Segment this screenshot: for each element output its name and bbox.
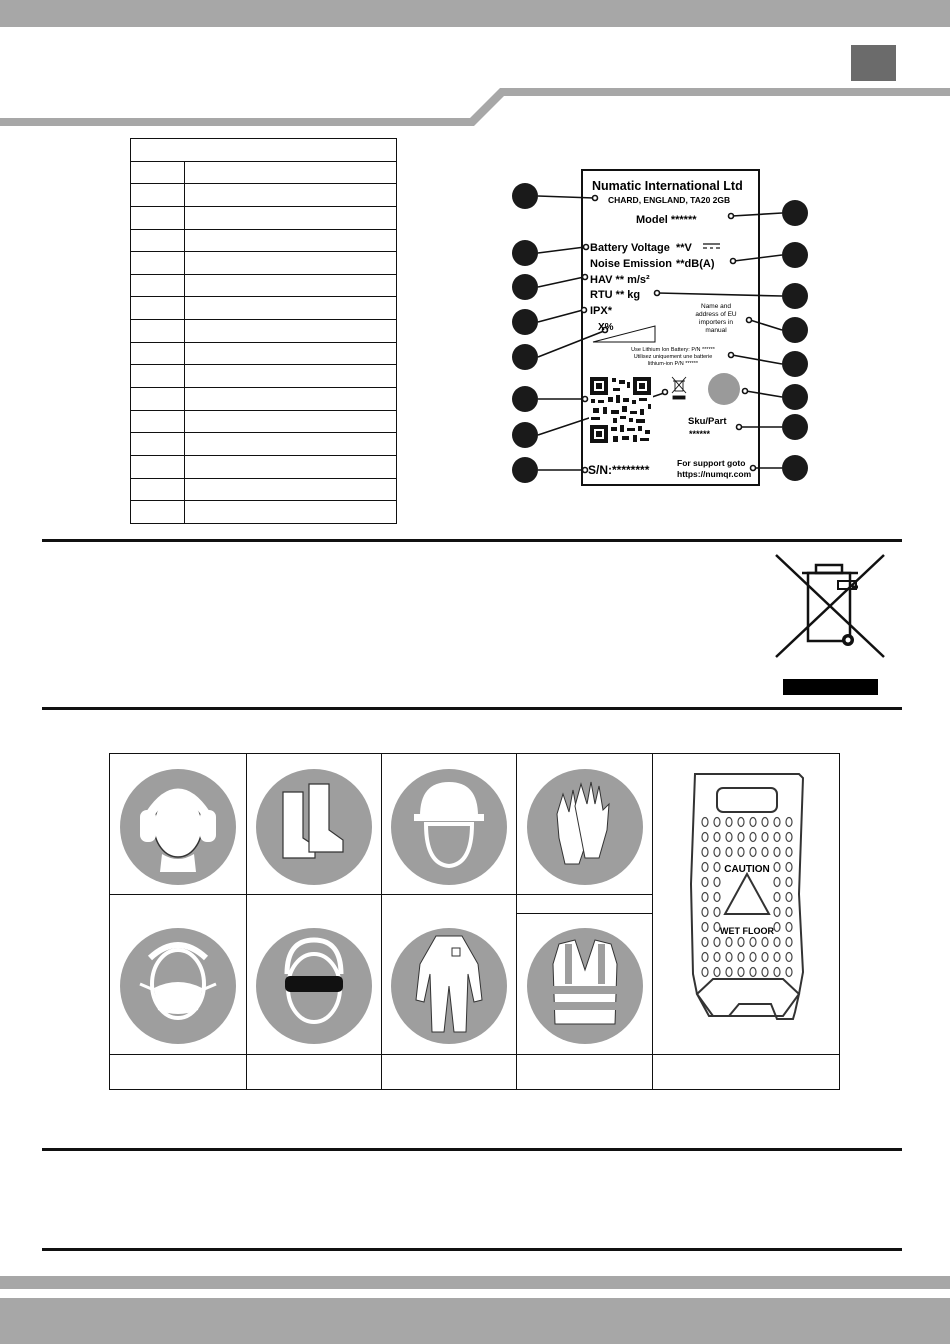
table-row — [131, 342, 397, 365]
section-divider — [42, 1248, 902, 1251]
svg-text:manual: manual — [705, 327, 727, 334]
table-number-cell — [131, 274, 185, 297]
table-row — [131, 161, 397, 184]
plate-model: Model ****** — [636, 214, 697, 226]
callout-6 — [512, 386, 538, 412]
section-divider — [42, 707, 902, 710]
table-description-cell — [185, 388, 397, 411]
plate-support: For support goto — [677, 458, 746, 468]
callout-13 — [782, 351, 808, 377]
table-number-cell — [131, 206, 185, 229]
plate-sku-value: ****** — [689, 429, 711, 439]
table-row — [131, 274, 397, 297]
callout-14 — [782, 384, 808, 410]
hi-vis-vest-icon — [517, 914, 653, 1054]
table-number-cell — [131, 252, 185, 275]
ppe-grid — [109, 753, 840, 1090]
table-description-cell — [185, 410, 397, 433]
callout-5 — [512, 344, 538, 370]
table-description-cell — [185, 320, 397, 343]
plate-serial: S/N:******** — [588, 463, 650, 477]
table-number-cell — [131, 365, 185, 388]
plate-rtu: RTU ** kg — [590, 289, 641, 301]
table-row — [131, 229, 397, 252]
svg-text:importers in: importers in — [699, 319, 733, 326]
ppe-label-cell — [382, 894, 517, 914]
callout-11 — [782, 283, 808, 309]
table-number-cell — [131, 410, 185, 433]
callout-9 — [782, 200, 808, 226]
svg-text:Use Lithium Ion Battery: P/N *: Use Lithium Ion Battery: P/N ****** — [631, 347, 715, 353]
plate-battery-voltage: Battery Voltage — [590, 242, 670, 254]
table-number-cell — [131, 161, 185, 184]
hard-hat-icon — [382, 754, 517, 894]
certification-mark-circle — [708, 373, 740, 405]
callout-7 — [512, 422, 538, 448]
table-number-cell — [131, 297, 185, 320]
table-description-cell — [185, 206, 397, 229]
ppe-label-cell — [382, 1054, 517, 1089]
sign-wet-floor-text: WET FLOOR — [720, 926, 774, 936]
table-row — [131, 297, 397, 320]
table-row — [131, 252, 397, 275]
section-divider — [42, 1148, 902, 1151]
callout-1 — [512, 183, 538, 209]
language-tab — [851, 45, 896, 81]
table-description-cell — [185, 478, 397, 501]
header-band — [0, 0, 950, 27]
callout-4 — [512, 309, 538, 335]
plate-hav: HAV ** m/s² — [590, 274, 650, 286]
table-description-cell — [185, 342, 397, 365]
table-number-cell — [131, 455, 185, 478]
table-row — [131, 478, 397, 501]
table-number-cell — [131, 433, 185, 456]
ppe-label-cell — [247, 894, 382, 914]
table-number-cell — [131, 342, 185, 365]
table-number-cell — [131, 478, 185, 501]
table-description-cell — [185, 455, 397, 478]
table-description-cell — [185, 297, 397, 320]
table-number-cell — [131, 388, 185, 411]
svg-text:address of EU: address of EU — [695, 311, 737, 318]
table-row — [131, 184, 397, 207]
table-row — [131, 206, 397, 229]
svg-text:Name and: Name and — [701, 303, 731, 310]
ear-protection-icon — [110, 754, 247, 894]
table-header-row — [131, 139, 397, 162]
table-number-cell — [131, 184, 185, 207]
table-row — [131, 501, 397, 524]
weee-underline-bar — [783, 679, 878, 695]
section-divider — [42, 539, 902, 542]
table-row — [131, 388, 397, 411]
table-description-cell — [185, 501, 397, 524]
footer-band — [0, 1276, 950, 1289]
ppe-label-cell — [110, 1054, 247, 1089]
safety-boots-icon — [247, 754, 382, 894]
svg-text:lithium-ion P/N ******: lithium-ion P/N ****** — [647, 361, 699, 367]
callout-12 — [782, 317, 808, 343]
table-row — [131, 410, 397, 433]
table-description-cell — [185, 365, 397, 388]
plate-noise-emission: Noise Emission — [590, 258, 672, 270]
table-row — [131, 433, 397, 456]
ppe-label-cell — [517, 894, 653, 914]
table-description-cell — [185, 184, 397, 207]
callout-3 — [512, 274, 538, 300]
table-header-cell — [131, 139, 397, 162]
safety-gloves-icon — [517, 754, 653, 894]
table-description-cell — [185, 274, 397, 297]
plate-support-url: https://numqr.com — [677, 469, 752, 479]
table-row — [131, 455, 397, 478]
callout-15 — [782, 414, 808, 440]
table-row — [131, 365, 397, 388]
weee-crossed-bin-icon — [768, 553, 892, 665]
ppe-label-cell — [110, 894, 247, 914]
ppe-label-cell — [653, 1054, 839, 1089]
overalls-icon — [382, 914, 517, 1054]
plate-address: CHARD, ENGLAND, TA20 2GB — [608, 195, 731, 205]
rating-plate-key-table — [130, 138, 397, 524]
plate-voltage-value: **V — [676, 242, 692, 254]
footer-band — [0, 1298, 950, 1344]
plate-company: Numatic International Ltd — [592, 179, 743, 193]
table-description-cell — [185, 433, 397, 456]
svg-text:Utilisez uniquement une batter: Utilisez uniquement une batterie — [633, 354, 713, 360]
wet-floor-sign-image — [653, 754, 839, 1054]
callout-16 — [782, 455, 808, 481]
sign-caution-text: CAUTION — [724, 864, 770, 875]
safety-glasses-icon — [247, 914, 382, 1054]
callout-2 — [512, 240, 538, 266]
table-description-cell — [185, 229, 397, 252]
table-number-cell — [131, 501, 185, 524]
callout-10 — [782, 242, 808, 268]
plate-noise-value: **dB(A) — [676, 258, 715, 270]
header-stripe — [0, 27, 950, 132]
plate-slope-value: X% — [598, 322, 614, 333]
table-number-cell — [131, 320, 185, 343]
table-description-cell — [185, 252, 397, 275]
ppe-label-cell — [517, 1054, 653, 1089]
ppe-label-cell — [247, 1054, 382, 1089]
rating-plate-diagram — [509, 168, 814, 488]
qr-code-icon — [589, 375, 653, 445]
dust-mask-icon — [110, 914, 247, 1054]
plate-ipx: IPX* — [590, 305, 613, 317]
callout-8 — [512, 457, 538, 483]
table-row — [131, 320, 397, 343]
table-description-cell — [185, 161, 397, 184]
plate-sku-part: Sku/Part — [688, 416, 727, 427]
table-number-cell — [131, 229, 185, 252]
